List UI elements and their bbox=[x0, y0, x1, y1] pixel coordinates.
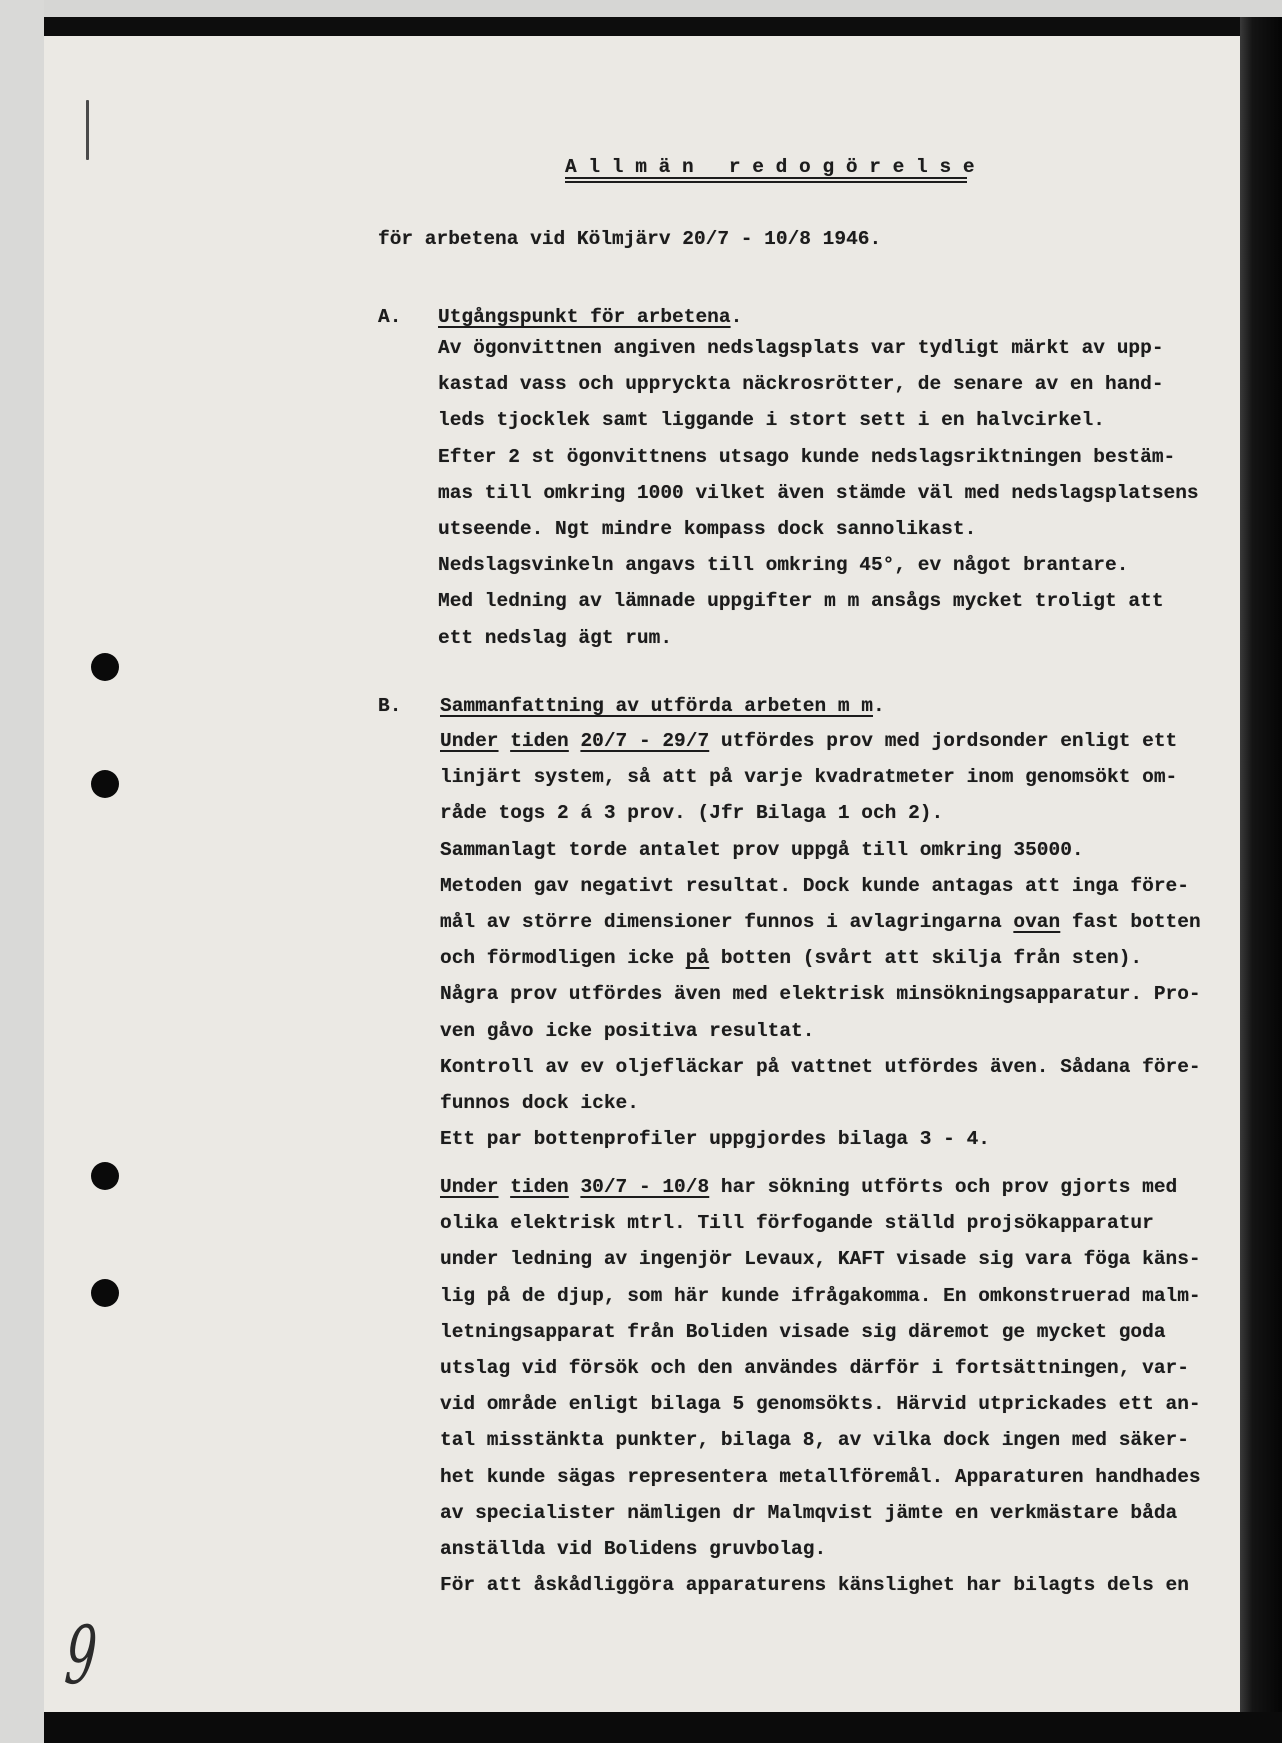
text-line: För att åskådliggöra apparaturens känslighet har bilagts dels en bbox=[440, 1574, 1189, 1597]
punch-hole bbox=[91, 653, 119, 681]
section-b-label: B. bbox=[378, 695, 402, 717]
scanner-border-top bbox=[44, 17, 1282, 36]
text-line: olika elektrisk mtrl. Till förfogande ställd projsökapparatur bbox=[440, 1212, 1154, 1235]
text-segment: . bbox=[872, 695, 885, 717]
underlined-text: 20/7 - 29/7 bbox=[580, 730, 710, 752]
text-segment: utfördes prov med jordsonder enligt ett bbox=[709, 730, 1178, 752]
text-line: Nedslagsvinkeln angavs till omkring 45°, ev något brantare. bbox=[438, 554, 1129, 577]
text-segment bbox=[499, 1176, 511, 1198]
text-line: Av ögonvittnen angiven nedslagsplats var tydligt märkt av upp- bbox=[438, 337, 1164, 359]
text-segment: mål av större dimensioner funnos i avlagringarna bbox=[440, 910, 1014, 933]
text-line: leds tjocklek samt liggande i stort sett i en halvcirkel. bbox=[438, 409, 1106, 432]
underlined-text: tiden bbox=[510, 730, 569, 752]
section-b-paragraph-2 bbox=[440, 1169, 1201, 1603]
text-segment: botten (svårt att skilja från sten). bbox=[709, 947, 1143, 970]
text-line: Ett par bottenprofiler uppgjordes bilaga 3 - 4. bbox=[440, 1128, 990, 1151]
underlined-text: ovan bbox=[1013, 910, 1061, 933]
text-line: letningsapparat från Boliden visade sig däremot ge mycket goda bbox=[440, 1320, 1166, 1343]
underlined-text: tiden bbox=[510, 1176, 569, 1198]
underlined-text: på bbox=[685, 947, 710, 970]
text-line: utslag vid försök och den användes därför i fortsättningen, var- bbox=[440, 1356, 1189, 1379]
section-b-paragraph-1 bbox=[440, 723, 1201, 1157]
underlined-text: Utgångspunkt för arbetena bbox=[438, 306, 731, 328]
text-line: Efter 2 st ögonvittnens utsago kunde nedslagsriktningen bestäm- bbox=[438, 445, 1176, 468]
scanner-border-bottom bbox=[44, 1712, 1282, 1743]
punch-hole bbox=[91, 770, 119, 798]
handwritten-page-number: 9 bbox=[61, 1609, 101, 1702]
title-double-underline bbox=[565, 177, 967, 183]
text-line: råde togs 2 á 3 prov. (Jfr Bilaga 1 och 2). bbox=[440, 802, 944, 825]
punch-hole bbox=[91, 1162, 119, 1190]
punch-hole bbox=[91, 1279, 119, 1307]
text-line: Några prov utfördes även med elektrisk minsökningsapparatur. Pro- bbox=[440, 983, 1201, 1006]
text-line: kastad vass och uppryckta näckrosrötter, de senare av en hand- bbox=[438, 373, 1164, 396]
section-a-paragraph bbox=[438, 330, 1199, 656]
section-b-heading bbox=[440, 688, 885, 724]
scanner-border-right bbox=[1240, 17, 1282, 1743]
text-line: tal misstänkta punkter, bilaga 8, av vilka dock ingen med säker- bbox=[440, 1429, 1189, 1452]
document-title: A l l m ä n r e d o g ö r e l s e bbox=[565, 156, 975, 178]
underlined-text: Under bbox=[440, 730, 499, 752]
text-line: Med ledning av lämnade uppgifter m m ansågs mycket troligt att bbox=[438, 590, 1164, 613]
text-line: mas till omkring 1000 vilket även stämde väl med nedslagsplatsens bbox=[438, 481, 1199, 504]
text-segment: . bbox=[730, 306, 743, 328]
text-line bbox=[440, 723, 1201, 759]
text-line: funnos dock icke. bbox=[440, 1091, 639, 1114]
underlined-text: Sammanfattning av utförda arbeten m m bbox=[440, 695, 873, 717]
text-line: Metoden gav negativt resultat. Dock kunde antagas att inga före- bbox=[440, 874, 1189, 897]
text-line: av specialister nämligen dr Malmqvist jämte en verkmästare båda bbox=[440, 1501, 1178, 1524]
text-line: anställda vid Bolidens gruvbolag. bbox=[440, 1537, 827, 1560]
text-line: under ledning av ingenjör Levaux, KAFT visade sig vara föga käns- bbox=[440, 1248, 1201, 1271]
text-line: ven gåvo icke positiva resultat. bbox=[440, 1019, 815, 1042]
text-segment: har sökning utförts och prov gjorts med bbox=[709, 1176, 1178, 1198]
text-segment bbox=[569, 730, 581, 752]
text-line: het kunde sägas representera metallföremål. Apparaturen handhades bbox=[440, 1465, 1201, 1488]
text-line: vid område enligt bilaga 5 genomsökts. Härvid utprickades ett an- bbox=[440, 1393, 1201, 1416]
text-segment: och förmodligen icke bbox=[440, 947, 686, 970]
scanner-margin-left bbox=[0, 0, 44, 1743]
text-line: lig på de djup, som här kunde ifrågakomma. En omkonstruerad malm- bbox=[440, 1284, 1201, 1307]
text-line bbox=[440, 1169, 1201, 1205]
text-line: linjärt system, så att på varje kvadratmeter inom genomsökt om- bbox=[440, 766, 1178, 789]
underlined-text: 30/7 - 10/8 bbox=[580, 1176, 710, 1198]
section-a-label: A. bbox=[378, 306, 402, 328]
text-line: Sammanlagt torde antalet prov uppgå till omkring 35000. bbox=[440, 838, 1084, 861]
text-segment: fast botten bbox=[1060, 910, 1201, 933]
text-segment bbox=[499, 730, 511, 752]
text-line bbox=[440, 904, 1201, 940]
text-line bbox=[440, 940, 1201, 976]
text-line: ett nedslag ägt rum. bbox=[438, 626, 673, 649]
text-line: Kontroll av ev oljefläckar på vattnet utfördes även. Sådana före- bbox=[440, 1055, 1201, 1078]
underlined-text: Under bbox=[440, 1176, 499, 1198]
text-line: utseende. Ngt mindre kompass dock sannolikast. bbox=[438, 517, 977, 540]
document-subtitle: för arbetena vid Kölmjärv 20/7 - 10/8 1946. bbox=[378, 228, 882, 250]
text-segment bbox=[569, 1176, 581, 1198]
margin-pencil-mark bbox=[86, 100, 89, 160]
